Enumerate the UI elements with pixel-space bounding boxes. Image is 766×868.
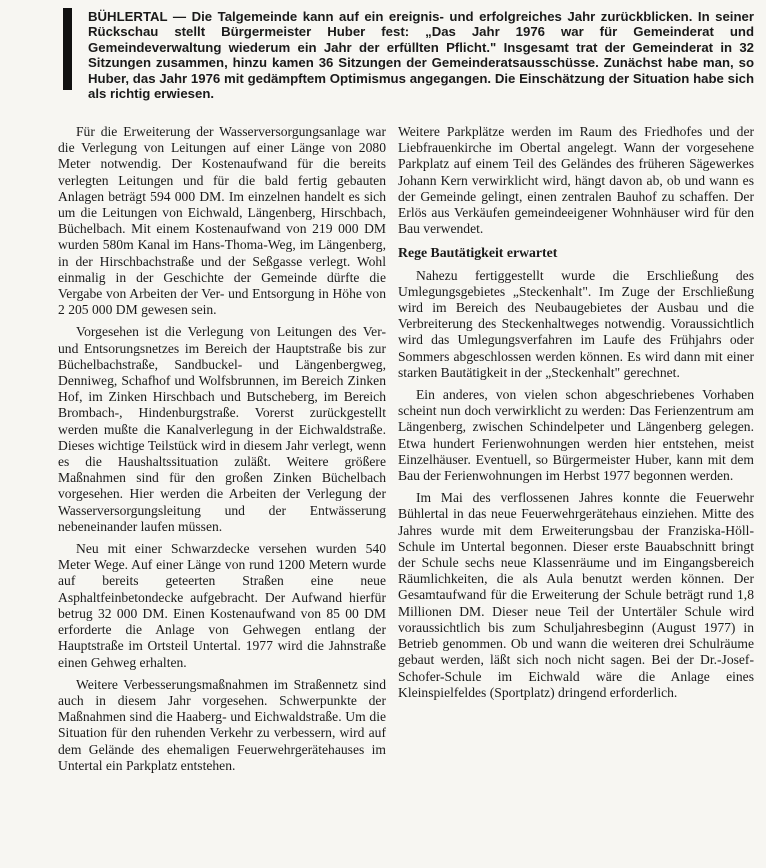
right-column [398,124,754,707]
paragraph-network-plans: Vorgesehen ist die Verlegung von Leitungen des Ver- und Entsorungsnetzes im Bereich der Hauptstraße bis zur Büchelbachstraße, Sandbuckel- und Längenbergweg, Denniweg, Schafhof und Wolfsbrunnen, im Bereich Zinken Hof, im Zinken Hirschbach und Butscheberg, im Bereich Brombach-, Hindenburgstraße. Vorerst zurückgestellt werden mußte die Kanalverlegung in der Eichwaldstraße. Dieses wichtige Teilstück wird in diesem Jahr verlegt, wenn es die Haushaltssituation zuläßt. Weitere größere Maßnahmen sind für den großen Zinken Büchelbach vorgesehen. Hier werden die Arbeiten der Verlegung der Wasserversorgungsleitung und der Entwässerung nebeneinander laufen müssen. [58,324,386,534]
section-heading: Rege Bautätigkeit erwartet [398,245,558,261]
paragraph-holiday-center: Ein anderes, von vielen schon abgeschriebenes Vorhaben scheint nun doch verwirklicht zu werden: Das Ferienzentrum am Längenberg, zwischen Schindelpeter und Längenberg gelegen. Etwa hundert Ferienwohnungen werden hier entstehen, meist Einzelhäuser. Eventuell, so Bürgermeister Huber, kann mit dem Bau der Ferienwohnungen im Herbst 1977 begonnen werden. [398,387,754,484]
paragraph-water-supply: Für die Erweiterung der Wasserversorgungsanlage war die Verlegung von Leitungen auf einer Länge von 2080 Meter notwendig. Der Kostenaufwand für die bereits verlegten Leitungen und für die bald fertig gebauten Anlagen beträgt 594 000 DM. Im einzelnen handelt es sich um die Leitungen von Eichwald, Längenberg, Hirschbach, Büchelbach. Mit einem Kostenaufwand von 219 000 DM wurden 580m Kanal im Hans-Thoma-Weg, im Längenberg, in der Hirschbachstraße und der Seßgasse verlegt. Wohl einmalig in der Geschichte der Gemeinde dürfte die Vergabe von Arbeiten der Ver- und Entsorgung in Höhe von 2 205 000 DM gewesen sein. [58,124,386,318]
paragraph-parking: Weitere Parkplätze werden im Raum des Friedhofes und der Liebfrauenkirche im Obertal angelegt. Wann der vorgesehene Parkplatz auf einem Teil des Geländes des früheren Sägewerkes Johann Kern verwirklicht wird, hängt davon ab, ob und wann es der Gemeinde gelingt, einen zentralen Bauhof zu schaffen. Der Erlös aus Verkäufen gemeindeeigener Wohnhäuser wird für den Bau verwendet. [398,124,754,237]
lead-paragraph: BÜHLERTAL — Die Talgemeinde kann auf ein ereignis- und erfolgreiches Jahr zurückblicken. In seiner Rückschau stellt Bürgermeister Huber fest: „Das Jahr 1976 war für Gemeinderat und Gemeindeverwaltung wiederum ein Jahr der erfüllten Pflicht." Insgesamt trat der Gemeinderat in 32 Sitzungen zusammen, hinzu kamen 36 Sitzungen der Gemeinderatsausschüsse. Zunächst habe man, so Huber, das Jahr 1976 mit gedämpftem Optimismus angegangen. Die Einschätzung der Situation habe sich als richtig erwiesen. [88,9,754,102]
paragraph-steckenhalt: Nahezu fertiggestellt wurde die Erschließung des Umlegungsgebietes „Steckenhalt". Im Zuge der Erschließung wird im Bereich des Neubaugebietes der Ausbau und die Verbreiterung des Steckenhaltweges notwendig. Voraussichtlich wird das Umlegungsverfahren im Laufe des Frühjahrs oder Sommers abgeschlossen werden können. Es wird dann mit einer starken Bautätigkeit in der „Steckenhalt" gerechnet. [398,267,754,380]
left-column [58,124,386,780]
paragraph-road-surfacing: Neu mit einer Schwarzdecke versehen wurden 540 Meter Wege. Auf einer Länge von rund 1200 Metern wurde auf bereits geteerten Straßen eine neue Asphaltfeinbetondecke aufgebracht. Der Aufwand hierfür betrug 32 000 DM. Einen Kostenaufwand von 85 00 DM erforderte die Anlage von Gehwegen entlang der Hauptstraße im Ortsteil Untertal. 1977 wird die Jahnstraße einen Gehweg erhalten. [58,541,386,670]
paragraph-fire-station-school: Im Mai des verflossenen Jahres konnte die Feuerwehr Bühlertal in das neue Feuerwehrgerätehaus einziehen. Mitte des Jahres wurde mit dem Erweiterungsbau der Franziska-Höll-Schule im Untertal begonnen. Dieser erste Bauabschnitt bringt der Schule sechs neue Klassenräume und im Eingangsbereich Räumlichkeiten, die als Aula benutzt werden können. Der Gesamtaufwand für die Erweiterung der Schule beträgt rund 1,8 Millionen DM. Dieser neue Teil der Untertäler Schule wird voraussichtlich bis zum Schuljahresbeginn (August 1977) in Betrieb genommen. Ob und wann die weiteren drei Schulräume gebaut werden, läßt sich noch nicht sagen. Bei der Dr.-Josef-Schofer-Schule im Eichwald wäre die Anlage eines Kleinspielfeldes (Sportplatz) dringend erforderlich. [398,490,754,700]
lead-marker-bar [63,8,72,90]
paragraph-street-improvements: Weitere Verbesserungsmaßnahmen im Straßennetz sind auch in diesem Jahr vorgesehen. Schwerpunkte der Maßnahmen sind die Haaberg- und Eichwaldstraße. Um die Situation für den ruhenden Verkehr zu verbessern, wird auf dem Gelände des ehemaligen Feuerwehrgerätehauses im Untertal ein Parkplatz entstehen. [58,676,386,773]
